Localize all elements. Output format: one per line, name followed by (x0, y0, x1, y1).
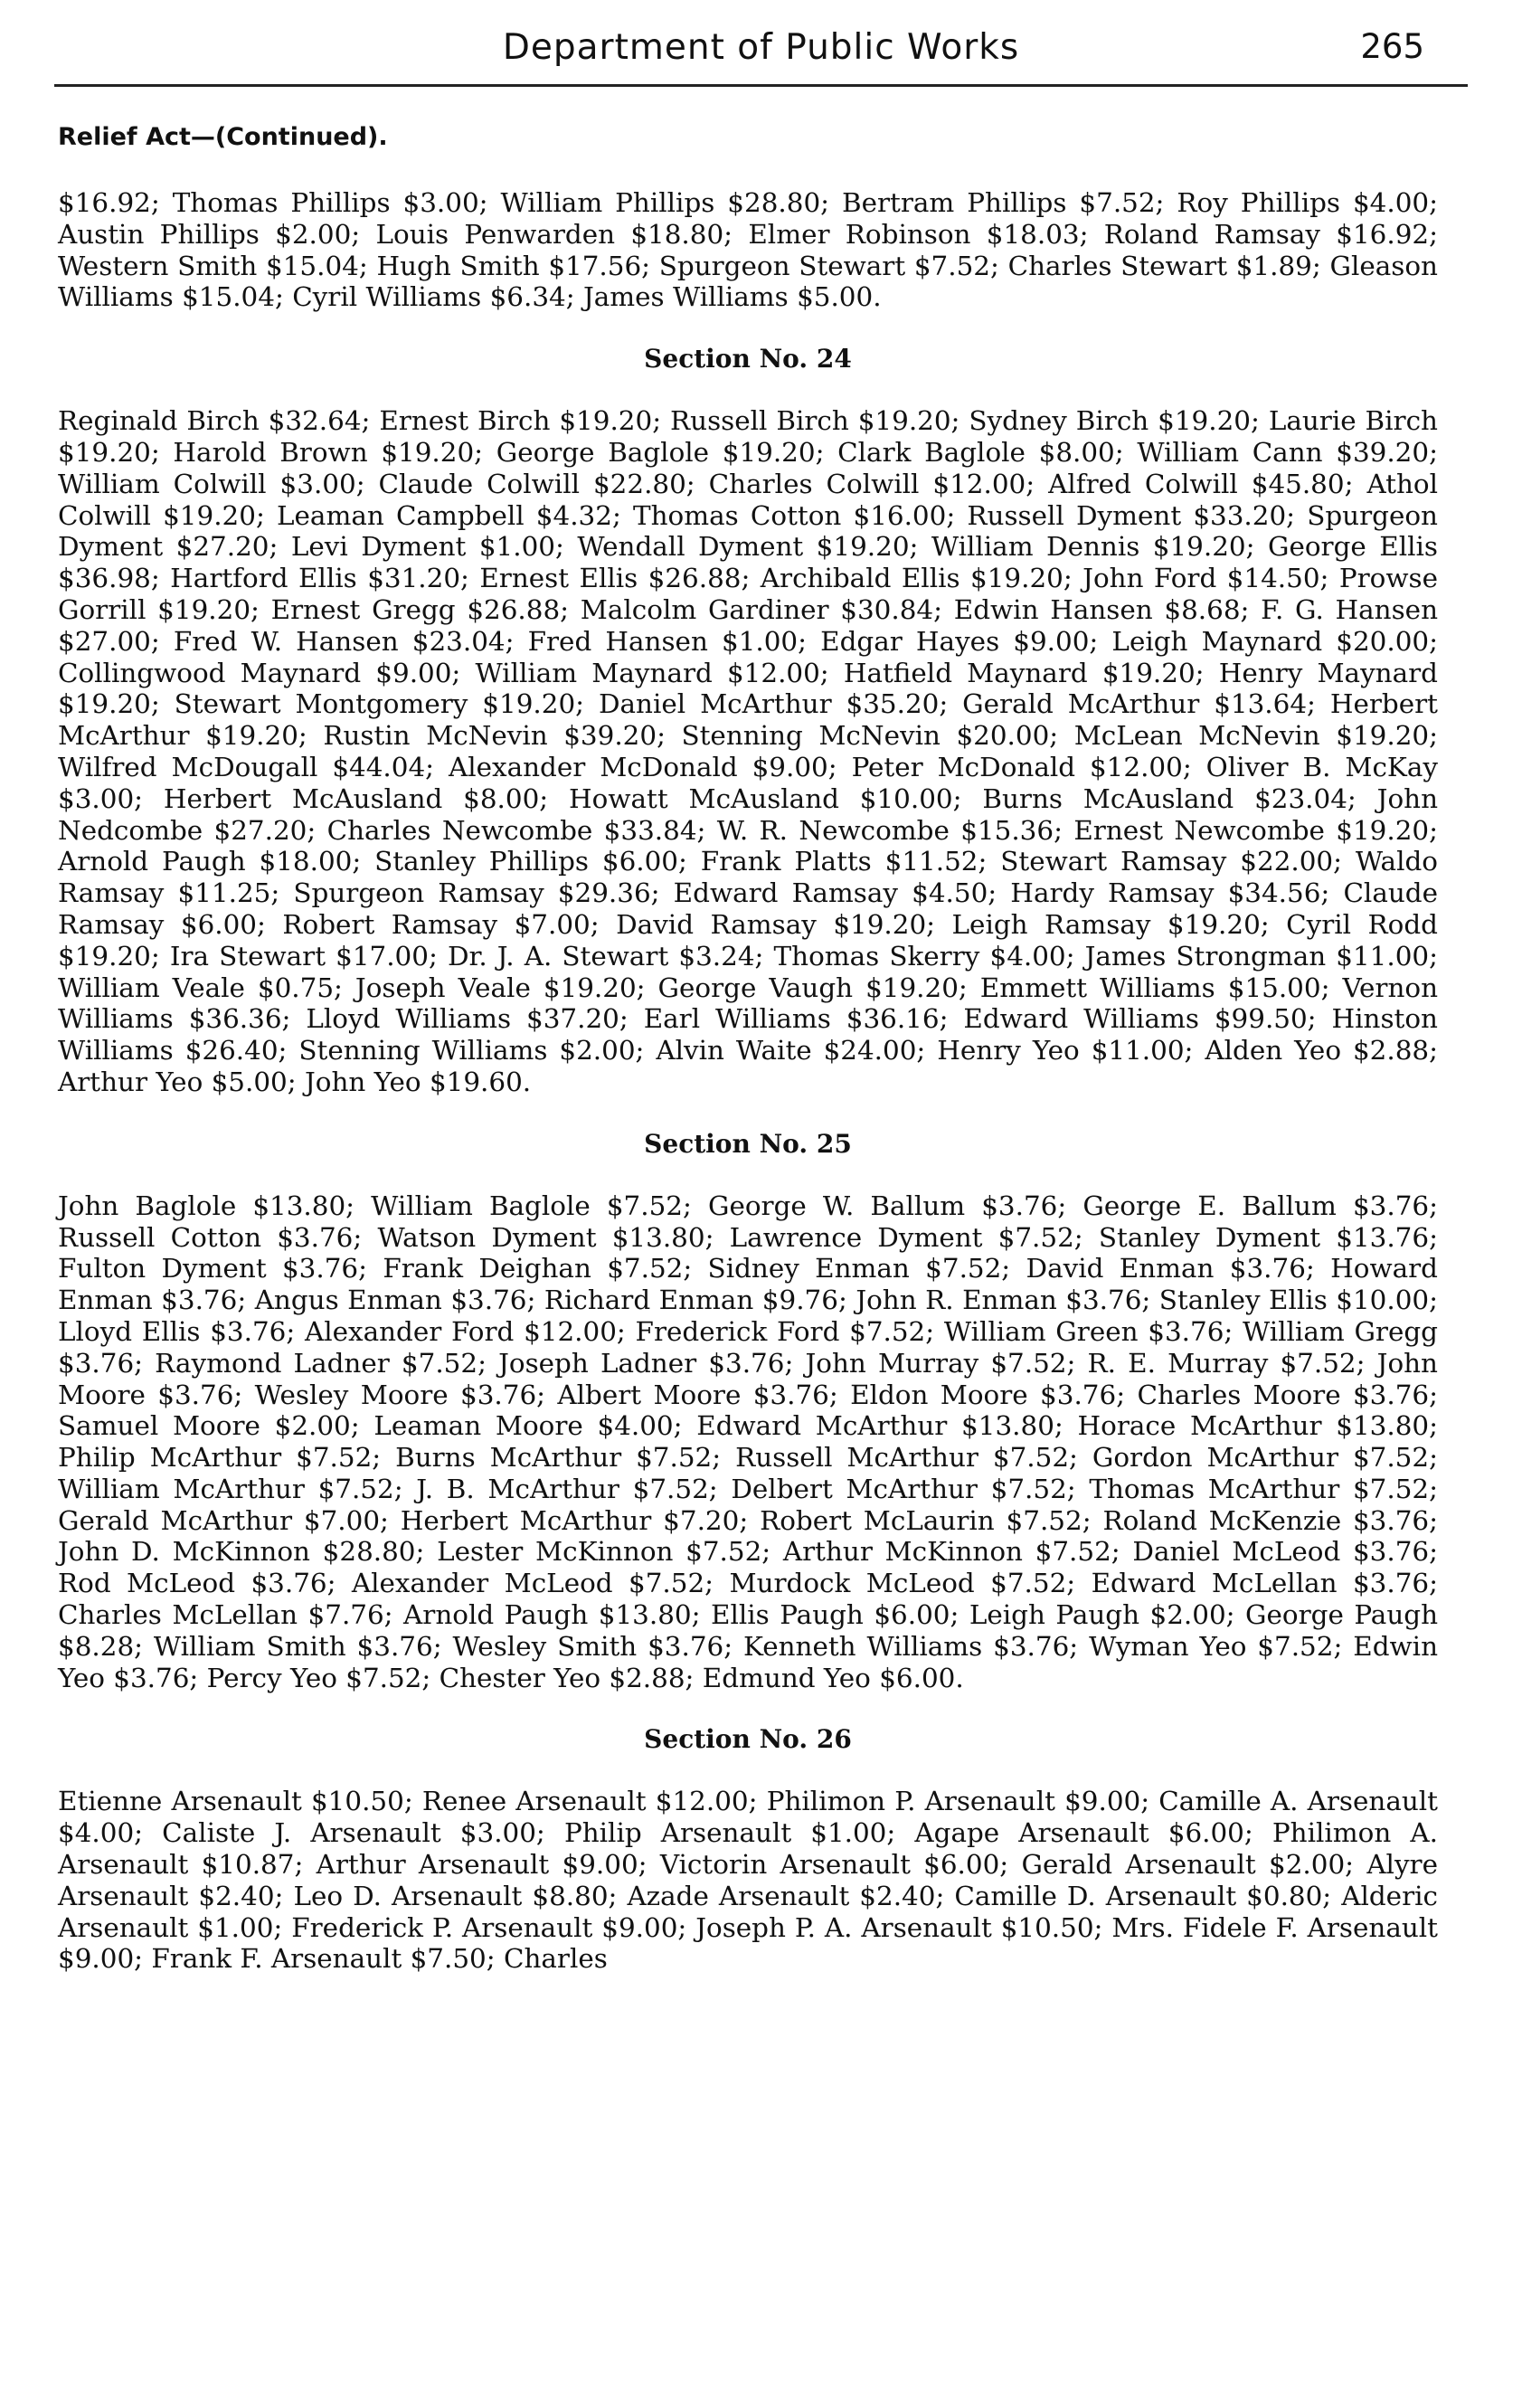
continued-paragraph: $16.92; Thomas Phillips $3.00; William Phillips $28.80; Bertram Phillips $7.52; Roy Phillips $4.00; Austin Phillips $2.00; Louis Penwarden $18.80; Elmer Robinson $18.03; Roland Ramsay $16.92; Western Smith $15.04; Hugh Smith $17.56; Spurgeon Stewart $7.52; Charles Stewart $1.89; Gleason Williams $15.04; Cyril Williams $6.34; James Williams $5.00. (58, 187, 1438, 313)
section-25-paragraph: John Baglole $13.80; William Baglole $7.52; George W. Ballum $3.76; George E. Ballum $3.76; Russell Cotton $3.76; Watson Dyment $13.80; Lawrence Dyment $7.52; Stanley Dyment $13.76; Fulton Dyment $3.76; Frank Deighan $7.52; Sidney Enman $7.52; David Enman $3.76; Howard Enman $3.76; Angus Enman $3.76; Richard Enman $9.76; John R. Enman $3.76; Stanley Ellis $10.00; Lloyd Ellis $3.76; Alexander Ford $12.00; Frederick Ford $7.52; William Green $3.76; William Gregg $3.76; Raymond Ladner $7.52; Joseph Ladner $3.76; John Murray $7.52; R. E. Murray $7.52; John Moore $3.76; Wesley Moore $3.76; Albert Moore $3.76; Eldon Moore $3.76; Charles Moore $3.76; Samuel Moore $2.00; Leaman Moore $4.00; Edward McArthur $13.80; Horace McArthur $13.80; Philip McArthur $7.52; Burns McArthur $7.52; Russell McArthur $7.52; Gordon McArthur $7.52; William McArthur $7.52; J. B. McArthur $7.52; Delbert McArthur $7.52; Thomas McArthur $7.52; Gerald McArthur $7.00; Herbert McArthur $7.20; Robert McLaurin $7.52; Roland McKenzie $3.76; John D. McKinnon $28.80; Lester McKinnon $7.52; Arthur McKinnon $7.52; Daniel McLeod $3.76; Rod McLeod $3.76; Alexander McLeod $7.52; Murdock McLeod $7.52; Edward McLellan $3.76; Charles McLellan $7.76; Arnold Paugh $13.80; Ellis Paugh $6.00; Leigh Paugh $2.00; George Paugh $8.28; William Smith $3.76; Wesley Smith $3.76; Kenneth Williams $3.76; Wyman Yeo $7.52; Edwin Yeo $3.76; Percy Yeo $7.52; Chester Yeo $2.88; Edmund Yeo $6.00. (58, 1190, 1438, 1693)
section-26-heading: Section No. 26 (644, 1724, 852, 1755)
page-content (58, 123, 1438, 1975)
running-head (0, 20, 1522, 74)
section-24-heading: Section No. 24 (644, 344, 852, 374)
continued-heading: Relief Act—(Continued). (58, 123, 388, 151)
section-26-paragraph: Etienne Arsenault $10.50; Renee Arsenault $12.00; Philimon P. Arsenault $9.00; Camille A. Arsenault $4.00; Caliste J. Arsenault $3.00; Philip Arsenault $1.00; Agape Arsenault $6.00; Philimon A. Arsenault $10.87; Arthur Arsenault $9.00; Victorin Arsenault $6.00; Gerald Arsenault $2.00; Alyre Arsenault $2.40; Leo D. Arsenault $8.80; Azade Arsenault $2.40; Camille D. Arsenault $0.80; Alderic Arsenault $1.00; Frederick P. Arsenault $9.00; Joseph P. A. Arsenault $10.50; Mrs. Fidele F. Arsenault $9.00; Frank F. Arsenault $7.50; Charles (58, 1786, 1438, 1975)
page-title: Department of Public Works (502, 27, 1020, 68)
section-24-paragraph: Reginald Birch $32.64; Ernest Birch $19.20; Russell Birch $19.20; Sydney Birch $19.20; Laurie Birch $19.20; Harold Brown $19.20; George Baglole $19.20; Clark Baglole $8.00; William Cann $39.20; William Colwill $3.00; Claude Colwill $22.80; Charles Colwill $12.00; Alfred Colwill $45.80; Athol Colwill $19.20; Leaman Campbell $4.32; Thomas Cotton $16.00; Russell Dyment $33.20; Spurgeon Dyment $27.20; Levi Dyment $1.00; Wendall Dyment $19.20; William Dennis $19.20; George Ellis $36.98; Hartford Ellis $31.20; Ernest Ellis $26.88; Archibald Ellis $19.20; John Ford $14.50; Prowse Gorrill $19.20; Ernest Gregg $26.88; Malcolm Gardiner $30.84; Edwin Hansen $8.68; F. G. Hansen $27.00; Fred W. Hansen $23.04; Fred Hansen $1.00; Edgar Hayes $9.00; Leigh Maynard $20.00; Collingwood Maynard $9.00; William Maynard $12.00; Hatfield Maynard $19.20; Henry Maynard $19.20; Stewart Montgomery $19.20; Daniel McArthur $35.20; Gerald McArthur $13.64; Herbert McArthur $19.20; Rustin McNevin $39.20; Stenning McNevin $20.00; McLean McNevin $19.20; Wilfred McDougall $44.04; Alexander McDonald $9.00; Peter McDonald $12.00; Oliver B. McKay $3.00; Herbert McAusland $8.00; Howatt McAusland $10.00; Burns McAusland $23.04; John Nedcombe $27.20; Charles Newcombe $33.84; W. R. Newcombe $15.36; Ernest Newcombe $19.20; Arnold Paugh $18.00; Stanley Phillips $6.00; Frank Platts $11.52; Stewart Ramsay $22.00; Waldo Ramsay $11.25; Spurgeon Ramsay $29.36; Edward Ramsay $4.50; Hardy Ramsay $34.56; Claude Ramsay $6.00; Robert Ramsay $7.00; David Ramsay $19.20; Leigh Ramsay $19.20; Cyril Rodd $19.20; Ira Stewart $17.00; Dr. J. A. Stewart $3.24; Thomas Skerry $4.00; James Strongman $11.00; William Veale $0.75; Joseph Veale $19.20; George Vaugh $19.20; Emmett Williams $15.00; Vernon Williams $36.36; Lloyd Williams $37.20; Earl Williams $36.16; Edward Williams $99.50; Hinston Williams $26.40; Stenning Williams $2.00; Alvin Waite $24.00; Henry Yeo $11.00; Alden Yeo $2.88; Arthur Yeo $5.00; John Yeo $19.60. (58, 405, 1438, 1097)
page-number: 265 (1360, 27, 1424, 66)
header-rule (54, 84, 1468, 87)
section-25-heading: Section No. 25 (644, 1128, 852, 1159)
